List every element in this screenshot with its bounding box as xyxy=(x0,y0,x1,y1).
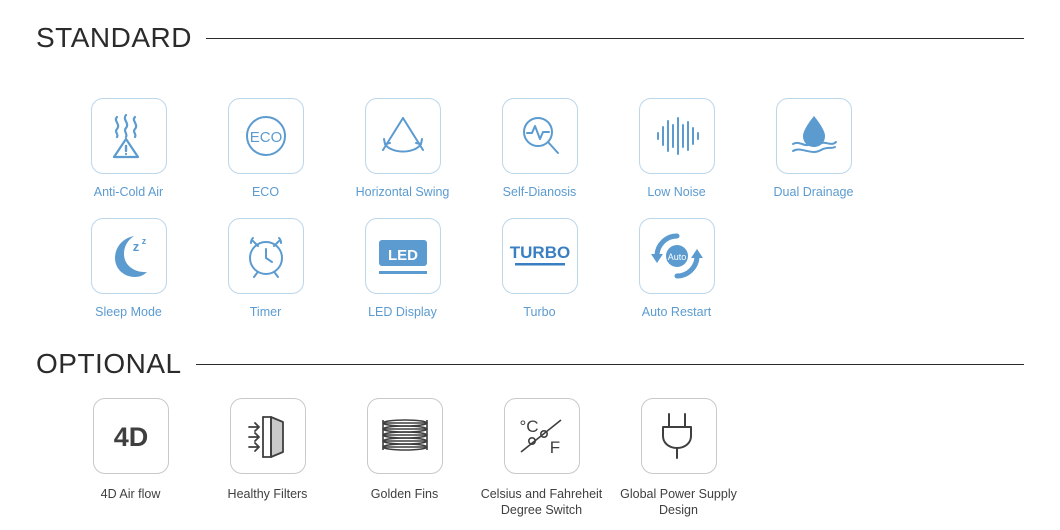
feature-item[interactable] xyxy=(197,218,334,320)
feature-item[interactable] xyxy=(197,98,334,200)
feature-item[interactable] xyxy=(334,98,471,200)
standard-feature-grid xyxy=(60,98,990,338)
section-title-standard: STANDARD xyxy=(36,22,192,53)
svg-text:°C: °C xyxy=(518,417,539,436)
feature-item[interactable] xyxy=(610,398,747,518)
four-d-airflow-icon xyxy=(93,398,169,474)
feature-item[interactable] xyxy=(199,398,336,518)
section-divider-standard xyxy=(206,38,1024,39)
svg-text:ECO: ECO xyxy=(249,129,282,146)
turbo-icon xyxy=(502,218,578,294)
feature-item[interactable] xyxy=(471,218,608,320)
healthy-filters-icon xyxy=(230,398,306,474)
svg-text:F: F xyxy=(549,438,560,457)
celsius-fahrenheit-switch-icon xyxy=(504,398,580,474)
feature-label: Turbo xyxy=(523,305,556,319)
horizontal-swing-icon xyxy=(365,98,441,174)
timer-icon xyxy=(228,218,304,294)
low-noise-icon xyxy=(639,98,715,174)
global-power-supply-icon xyxy=(641,398,717,474)
feature-label: Timer xyxy=(249,305,282,319)
feature-label: Self-Dianosis xyxy=(502,185,577,199)
eco-icon xyxy=(228,98,304,174)
dual-drainage-icon xyxy=(776,98,852,174)
feature-label: Sleep Mode xyxy=(95,305,162,319)
feature-label: Golden Fins xyxy=(370,487,439,501)
feature-item[interactable] xyxy=(745,98,882,200)
feature-item[interactable] xyxy=(334,218,471,320)
feature-label: Auto Restart xyxy=(641,305,712,319)
svg-text:z: z xyxy=(132,239,139,254)
svg-text:LED: LED xyxy=(387,247,418,264)
feature-label: 4D Air flow xyxy=(100,487,161,501)
section-header-standard xyxy=(36,22,1024,54)
feature-item[interactable] xyxy=(336,398,473,518)
section-divider-optional xyxy=(196,364,1024,365)
feature-label: Dual Drainage xyxy=(773,185,854,199)
svg-text:Auto: Auto xyxy=(667,252,686,262)
self-diagnosis-icon xyxy=(502,98,578,174)
svg-text:TURBO: TURBO xyxy=(509,243,570,262)
feature-item[interactable] xyxy=(471,98,608,200)
feature-label: ECO xyxy=(251,185,280,199)
feature-item[interactable] xyxy=(60,98,197,200)
anti-cold-air-icon xyxy=(91,98,167,174)
feature-label: LED Display xyxy=(368,305,437,319)
feature-label: Horizontal Swing xyxy=(355,185,450,199)
sleep-mode-icon xyxy=(91,218,167,294)
feature-item[interactable] xyxy=(473,398,610,518)
svg-text:z: z xyxy=(141,236,146,246)
feature-label: Anti-Cold Air xyxy=(93,185,164,199)
feature-label: Celsius and Fahreheit Degree Switch xyxy=(480,487,603,517)
feature-item[interactable] xyxy=(608,218,745,320)
section-header-optional xyxy=(36,348,1024,380)
section-title-optional: OPTIONAL xyxy=(36,348,182,379)
feature-item[interactable] xyxy=(60,218,197,320)
feature-label: Low Noise xyxy=(647,185,706,199)
auto-restart-icon xyxy=(639,218,715,294)
feature-item[interactable] xyxy=(608,98,745,200)
feature-label: Healthy Filters xyxy=(227,487,308,501)
feature-item[interactable] xyxy=(62,398,199,518)
feature-label: Global Power Supply Design xyxy=(620,487,737,517)
golden-fins-icon xyxy=(367,398,443,474)
svg-text:4D: 4D xyxy=(113,422,148,452)
led-display-icon xyxy=(365,218,441,294)
optional-feature-grid xyxy=(62,398,992,518)
